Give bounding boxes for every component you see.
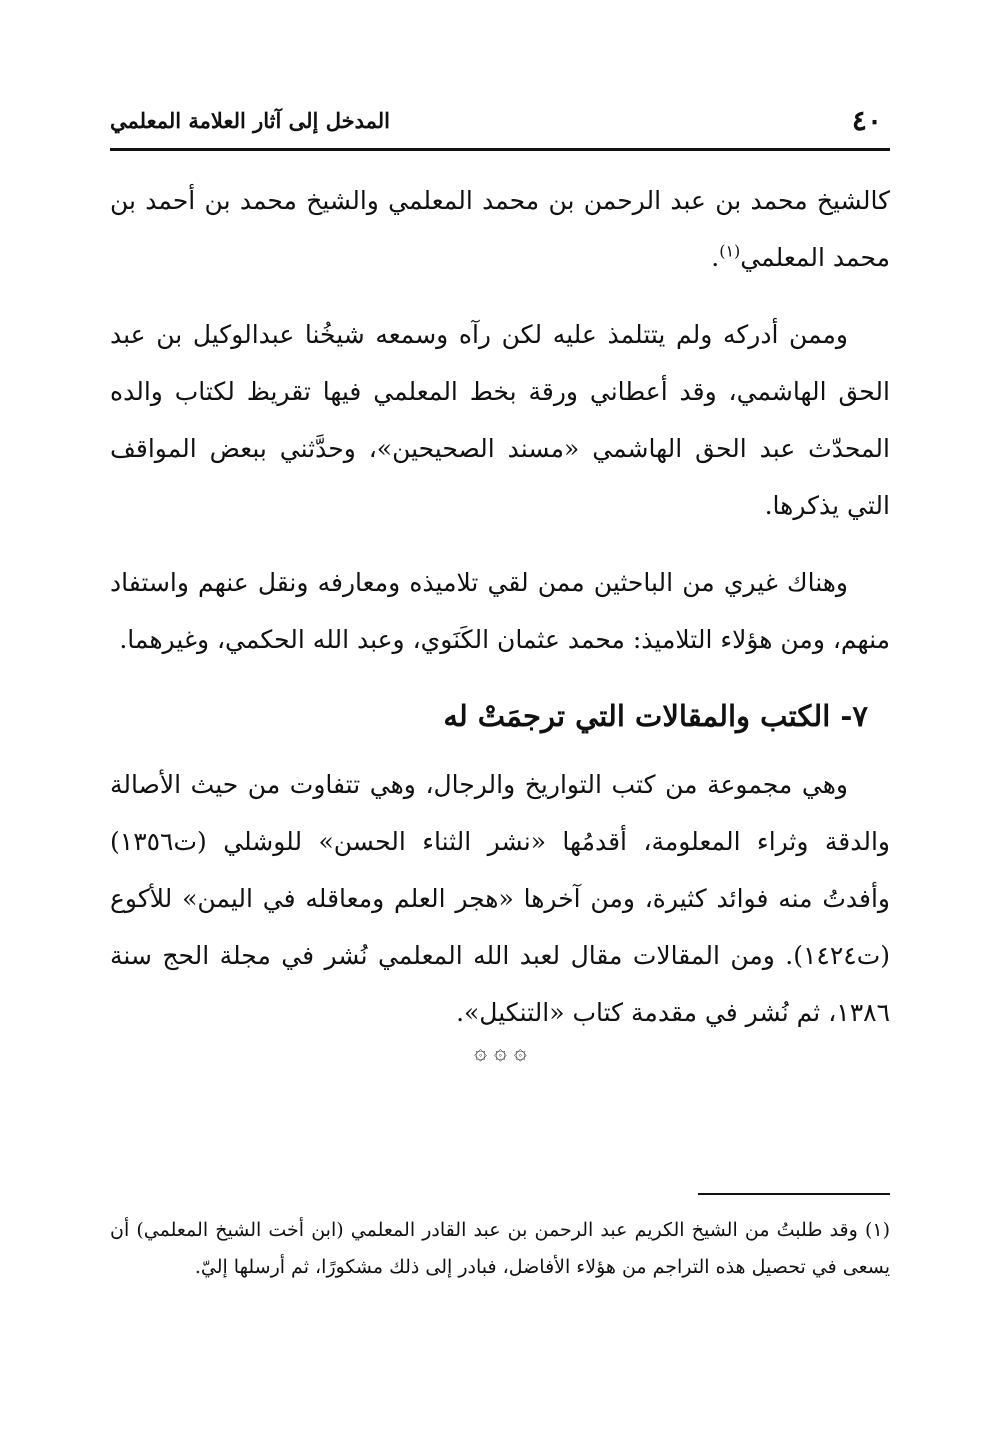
paragraph-1-text: كالشيخ محمد بن عبد الرحمن بن محمد المعلمي والشيخ محمد بن أحمد بن محمد المعلمي [110,186,890,272]
paragraph-4: وهي مجموعة من كتب التواريخ والرجال، وهي تتفاوت من حيث الأصالة والدقة وثراء المعلومة، أقدمُها «نشر الثناء الحسن» للوشلي (ت١٣٥٦) وأفدتُ منه فوائد كثيرة، ومن آخرها «هجر العلم ومعاقله في اليمن» للأكوع (ت١٤٢٤). ومن المقالات مقال لعبد الله المعلمي نُشر في مجلة الحج سنة ١٣٨٦، ثم نُشر في مقدمة كتاب «التنكيل». [110,770,890,1027]
footnote-ref: (١) [719,241,741,261]
main-text [110,172,890,1061]
paragraph-3: وهناك غيري من الباحثين ممن لقي تلاميذه ومعارفه ونقل عنهم واستفاد منهم، ومن هؤلاء التلاميذ: محمد عثمان الكَنَوي، وعبد الله الحكمي، وغيرهما. [110,568,890,654]
section-end-ornament: ۞ ۞ ۞ [474,1040,527,1065]
running-title: المدخل إلى آثار العلامة المعلمي [110,108,390,133]
paragraph-1-end: . [711,243,720,272]
paragraph-2: وممن أدركه ولم يتتلمذ عليه لكن رآه وسمعه شيخُنا عبدالوكيل بن عبد الحق الهاشمي، وقد أعطاني ورقة بخط المعلمي فيها تقريظ لكتاب والده المحدّث عبد الحق الهاشمي «مسند الصحيحين»، وحدَّثني ببعض المواقف التي يذكرها. [110,320,890,520]
page-number: ٤٠ [851,104,882,137]
footnotes [110,1212,890,1286]
section-heading: ٧- الكتب والمقالات التي ترجمَتْ له [443,699,868,733]
footnote-1: (١) وقد طلبتُ من الشيخ الكريم عبد الرحمن بن عبد القادر المعلمي (ابن أخت الشيخ المعلمي) أن يسعى في تحصيل هذه التراجم من هؤلاء الأفاضل، فبادر إلى ذلك مشكورًا، ثم أرسلها إليّ. [110,1219,890,1278]
page-header [110,96,890,151]
paragraph-1 [110,172,890,286]
footnote-separator [698,1193,890,1195]
